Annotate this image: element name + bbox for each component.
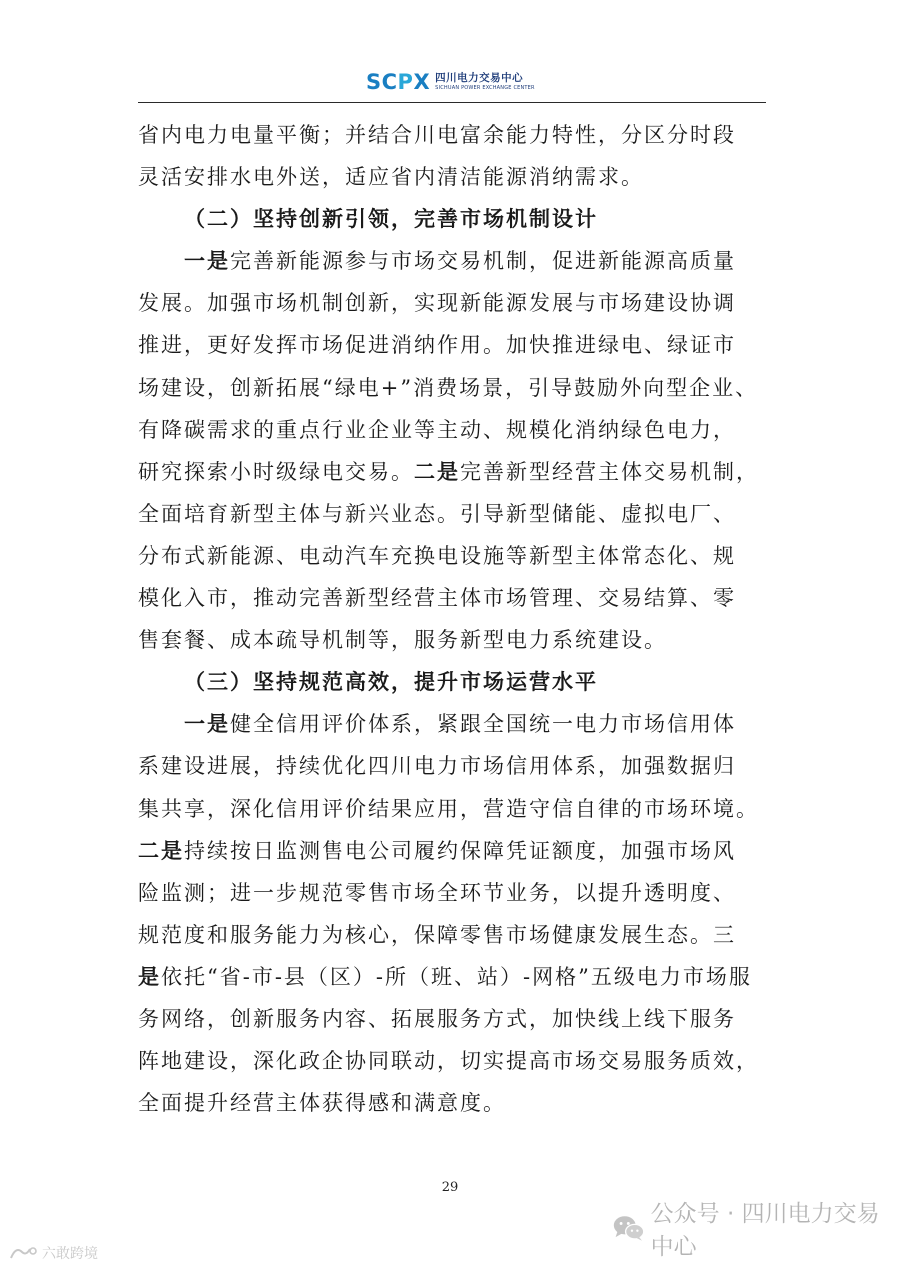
line-text: 发展。加强市场机制创新，实现新能源发展与市场建设协调 [138, 291, 736, 316]
mid-emphasis: 二是 [414, 458, 460, 484]
line-text: （三）坚持规范高效，提升市场运营水平 [184, 669, 598, 695]
line-text: 务网络，创新服务内容、拓展服务方式，加快线上线下服务 [138, 1006, 736, 1031]
line-text: 阵地建设，深化政企协同联动，切实提高市场交易服务质效， [138, 1049, 759, 1074]
paragraph-line [138, 1082, 768, 1124]
paragraph-line [138, 240, 768, 282]
line-text: 灵活安排水电外送，适应省内清洁能源消纳需求。 [138, 165, 644, 190]
paragraph-line [138, 830, 768, 872]
paragraph-line [138, 156, 768, 198]
logo-chinese-name: 四川电力交易中心 [435, 72, 524, 85]
line-text: 推进，更好发挥市场促进消纳作用。加快推进绿电、绿证市 [138, 333, 736, 358]
wechat-icon [612, 1213, 645, 1243]
line-text: 分布式新能源、电动汽车充换电设施等新型主体常态化、规 [138, 543, 736, 568]
line-text: 健全信用评价体系，紧跟全国统一电力市场信用体 [230, 712, 736, 737]
paragraph-line [138, 114, 768, 156]
lead-emphasis: 是 [138, 963, 161, 989]
line-text: 售套餐、成本疏导机制等，服务新型电力系统建设。 [138, 628, 667, 653]
paragraph-line [138, 619, 768, 661]
corner-watermark-text: 六敢跨境 [42, 1246, 98, 1262]
line-text: 系建设进展，持续优化四川电力市场信用体系，加强数据归 [138, 754, 736, 779]
paragraph-line [138, 745, 768, 787]
line-text: （二）坚持创新引领，完善市场机制设计 [184, 206, 598, 232]
section-heading [138, 198, 768, 240]
paragraph-line [138, 1040, 768, 1082]
page-header [138, 62, 766, 103]
paragraph-line [138, 703, 768, 745]
paragraph-line [138, 956, 768, 998]
line-text: 险监测；进一步规范零售市场全环节业务，以提升透明度、 [138, 880, 736, 905]
watermark-text: 公众号 · 四川电力交易中心 [650, 1201, 880, 1260]
paragraph-line [138, 577, 768, 619]
line-text: 全面培育新型主体与新兴业态。引导新型储能、虚拟电厂、 [138, 501, 736, 526]
section-heading [138, 661, 768, 703]
line-text: 场建设，创新拓展“绿电+”消费场景，引导鼓励外向型企业、 [138, 375, 759, 400]
line-text: 依托“省-市-县（区）-所（班、站）-网格”五级电力市场服 [161, 964, 752, 989]
line-text: 省内电力电量平衡；并结合川电富余能力特性，分区分时段 [138, 123, 736, 147]
paragraph-line [138, 451, 768, 493]
logo-mark: SCPX [366, 69, 431, 94]
line-text-tail: 完善新型经营主体交易机制， [460, 459, 759, 484]
lead-emphasis: 一是 [184, 248, 230, 274]
paragraph-line [138, 872, 768, 914]
corner-watermark [8, 1242, 98, 1264]
paragraph-line [138, 324, 768, 366]
paragraph-line [138, 367, 768, 409]
logo-text [435, 73, 535, 91]
line-text: 集共享，深化信用评价结果应用，营造守信自律的市场环境。 [138, 796, 759, 821]
paragraph-line [138, 535, 768, 577]
line-text: 模化入市，推动完善新型经营主体市场管理、交易结算、零 [138, 586, 736, 611]
document-body [138, 114, 768, 1124]
paragraph-line [138, 493, 768, 535]
corner-logo-icon [8, 1244, 38, 1262]
page-number: 29 [441, 1180, 459, 1195]
lead-emphasis: 一是 [184, 711, 230, 737]
paragraph-line [138, 409, 768, 451]
scpx-logo [366, 68, 535, 96]
line-text: 完善新能源参与市场交易机制，促进新能源高质量 [230, 249, 736, 274]
logo-english-name: SICHUAN POWER EXCHANGE CENTER [435, 84, 535, 91]
line-text: 有降碳需求的重点行业企业等主动、规模化消纳绿色电力， [138, 417, 736, 442]
wechat-watermark [612, 1201, 900, 1260]
paragraph-line [138, 282, 768, 324]
paragraph-line [138, 914, 768, 956]
lead-emphasis: 二是 [138, 837, 184, 863]
line-text: 持续按日监测售电公司履约保障凭证额度，加强市场风 [184, 838, 736, 863]
line-text: 全面提升经营主体获得感和满意度。 [138, 1091, 506, 1116]
paragraph-line [138, 788, 768, 830]
line-text: 研究探索小时级绿电交易。 [138, 459, 414, 484]
paragraph-line [138, 998, 768, 1040]
line-text: 规范度和服务能力为核心，保障零售市场健康发展生态。三 [138, 922, 736, 947]
